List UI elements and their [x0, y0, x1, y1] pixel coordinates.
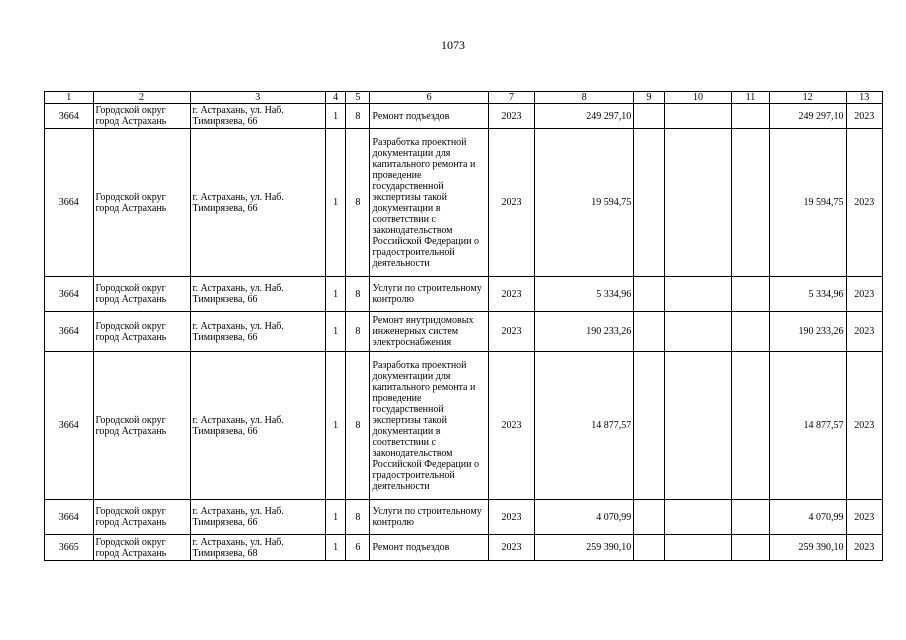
amount-cell: 4 070,99 — [769, 500, 846, 535]
col10-cell — [664, 312, 732, 352]
municipality-cell: Городской округ город Астрахань — [93, 104, 190, 129]
col9-cell — [634, 500, 664, 535]
work-type-cell: Разработка проектной документации для капитального ремонта и проведение государственной экспертизы такой документации в соответствии с законодательством Российской Федерации о градостроительной деятельности — [370, 352, 488, 500]
column-number: 4 — [326, 92, 346, 104]
column-number: 11 — [732, 92, 769, 104]
work-type-cell: Услуги по строительному контролю — [370, 277, 488, 312]
work-type-cell: Услуги по строительному контролю — [370, 500, 488, 535]
amount-cell: 190 233,26 — [769, 312, 846, 352]
municipality-cell: Городской округ город Астрахань — [93, 129, 190, 277]
column-number: 3 — [190, 92, 325, 104]
column-number: 10 — [664, 92, 732, 104]
col9-cell — [634, 535, 664, 561]
house-id: 3664 — [45, 500, 94, 535]
year-cell: 2023 — [488, 129, 534, 277]
house-id: 3664 — [45, 277, 94, 312]
address-cell: г. Астрахань, ул. Наб. Тимирязева, 66 — [190, 500, 325, 535]
year-cell: 2023 — [488, 277, 534, 312]
col4-cell: 1 — [326, 104, 346, 129]
col10-cell — [664, 129, 732, 277]
completion-year-cell: 2023 — [846, 535, 883, 561]
table-row — [45, 500, 883, 535]
col5-cell: 8 — [346, 500, 370, 535]
col11-cell — [732, 352, 769, 500]
col4-cell: 1 — [326, 500, 346, 535]
completion-year-cell: 2023 — [846, 104, 883, 129]
col11-cell — [732, 129, 769, 277]
municipality-cell: Городской округ город Астрахань — [93, 312, 190, 352]
table-row — [45, 352, 883, 500]
col9-cell — [634, 277, 664, 312]
col5-cell: 6 — [346, 535, 370, 561]
col11-cell — [732, 312, 769, 352]
column-number: 5 — [346, 92, 370, 104]
col4-cell: 1 — [326, 277, 346, 312]
column-number: 8 — [535, 92, 634, 104]
total-amount-cell: 190 233,26 — [535, 312, 634, 352]
column-number: 1 — [45, 92, 94, 104]
work-type-cell: Разработка проектной документации для капитального ремонта и проведение государственной экспертизы такой документации в соответствии с законодательством Российской Федерации о градостроительной деятельности — [370, 129, 488, 277]
table-row — [45, 312, 883, 352]
col4-cell: 1 — [326, 535, 346, 561]
capital-repair-table — [44, 91, 883, 561]
house-id: 3664 — [45, 129, 94, 277]
municipality-cell: Городской округ город Астрахань — [93, 500, 190, 535]
total-amount-cell: 19 594,75 — [535, 129, 634, 277]
col11-cell — [732, 535, 769, 561]
house-id: 3664 — [45, 104, 94, 129]
completion-year-cell: 2023 — [846, 277, 883, 312]
house-id: 3664 — [45, 312, 94, 352]
page-number: 1073 — [441, 38, 465, 52]
col5-cell: 8 — [346, 277, 370, 312]
work-type-cell: Ремонт подъездов — [370, 104, 488, 129]
year-cell: 2023 — [488, 500, 534, 535]
total-amount-cell: 14 877,57 — [535, 352, 634, 500]
house-id: 3665 — [45, 535, 94, 561]
municipality-cell: Городской округ город Астрахань — [93, 277, 190, 312]
work-type-cell: Ремонт подъездов — [370, 535, 488, 561]
amount-cell: 5 334,96 — [769, 277, 846, 312]
amount-cell: 249 297,10 — [769, 104, 846, 129]
column-number: 6 — [370, 92, 488, 104]
col9-cell — [634, 352, 664, 500]
col11-cell — [732, 104, 769, 129]
col10-cell — [664, 500, 732, 535]
col9-cell — [634, 104, 664, 129]
col4-cell: 1 — [326, 352, 346, 500]
col4-cell: 1 — [326, 312, 346, 352]
amount-cell: 259 390,10 — [769, 535, 846, 561]
completion-year-cell: 2023 — [846, 129, 883, 277]
total-amount-cell: 5 334,96 — [535, 277, 634, 312]
address-cell: г. Астрахань, ул. Наб. Тимирязева, 66 — [190, 352, 325, 500]
year-cell: 2023 — [488, 312, 534, 352]
work-type-cell: Ремонт внутридомовых инженерных систем электроснабжения — [370, 312, 488, 352]
completion-year-cell: 2023 — [846, 500, 883, 535]
col10-cell — [664, 104, 732, 129]
table-row — [45, 104, 883, 129]
total-amount-cell: 249 297,10 — [535, 104, 634, 129]
col10-cell — [664, 277, 732, 312]
col9-cell — [634, 312, 664, 352]
completion-year-cell: 2023 — [846, 312, 883, 352]
amount-cell: 19 594,75 — [769, 129, 846, 277]
col10-cell — [664, 352, 732, 500]
column-number: 12 — [769, 92, 846, 104]
total-amount-cell: 259 390,10 — [535, 535, 634, 561]
table-row — [45, 277, 883, 312]
year-cell: 2023 — [488, 104, 534, 129]
year-cell: 2023 — [488, 352, 534, 500]
house-id: 3664 — [45, 352, 94, 500]
col11-cell — [732, 500, 769, 535]
address-cell: г. Астрахань, ул. Наб. Тимирязева, 66 — [190, 104, 325, 129]
col4-cell: 1 — [326, 129, 346, 277]
municipality-cell: Городской округ город Астрахань — [93, 352, 190, 500]
table-row — [45, 129, 883, 277]
total-amount-cell: 4 070,99 — [535, 500, 634, 535]
amount-cell: 14 877,57 — [769, 352, 846, 500]
col9-cell — [634, 129, 664, 277]
address-cell: г. Астрахань, ул. Наб. Тимирязева, 66 — [190, 312, 325, 352]
year-cell: 2023 — [488, 535, 534, 561]
col10-cell — [664, 535, 732, 561]
address-cell: г. Астрахань, ул. Наб. Тимирязева, 68 — [190, 535, 325, 561]
address-cell: г. Астрахань, ул. Наб. Тимирязева, 66 — [190, 277, 325, 312]
address-cell: г. Астрахань, ул. Наб. Тимирязева, 66 — [190, 129, 325, 277]
column-number: 2 — [93, 92, 190, 104]
col5-cell: 8 — [346, 352, 370, 500]
column-number: 7 — [488, 92, 534, 104]
col5-cell: 8 — [346, 104, 370, 129]
col11-cell — [732, 277, 769, 312]
col5-cell: 8 — [346, 312, 370, 352]
column-number-row — [45, 92, 883, 104]
municipality-cell: Городской округ город Астрахань — [93, 535, 190, 561]
column-number: 9 — [634, 92, 664, 104]
table-row — [45, 535, 883, 561]
completion-year-cell: 2023 — [846, 352, 883, 500]
col5-cell: 8 — [346, 129, 370, 277]
column-number: 13 — [846, 92, 883, 104]
